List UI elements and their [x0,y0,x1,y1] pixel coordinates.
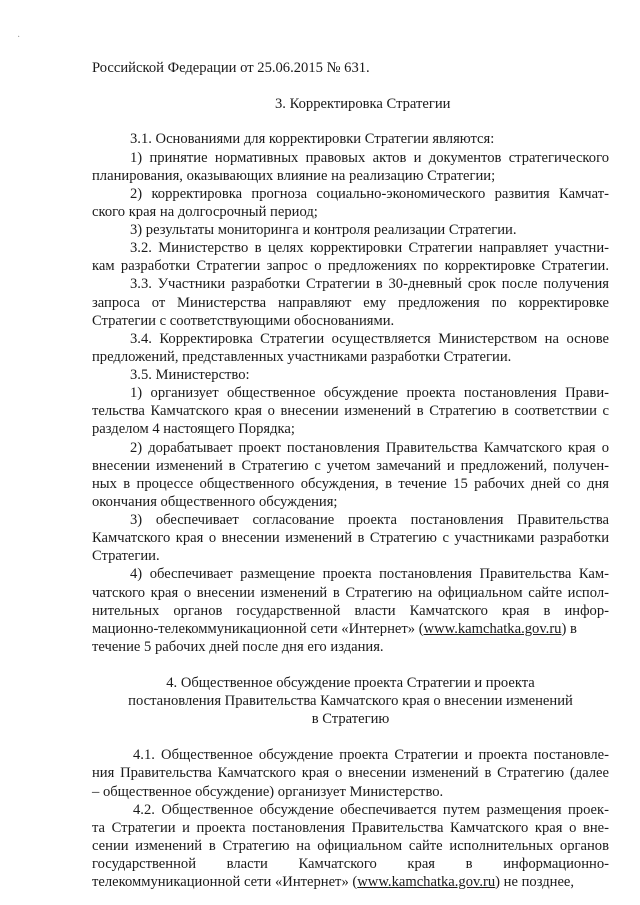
text-line: 4) обеспечивает размещение проекта постановления Правительства Кам- [130,566,609,582]
text-line: нительных органов государственной власти Камчатского края в инфор- [92,603,609,619]
text-line: 3.2. Министерство в целях корректировки Стратегии направляет участни- [130,240,609,256]
text-line: 2) дорабатывает проект постановления Правительства Камчатского края о [130,440,609,456]
text-line: Стратегии с соответствующими обоснованиями. [92,313,395,329]
section-heading: 4. Общественное обсуждение проекта Стратегии и проекта [166,675,535,691]
text-line: течение 5 рабочих дней после дня его издания. [92,639,384,655]
text-line: предложений, представленных участниками разработки Стратегии. [92,349,512,365]
text-line: 4.1. Общественное обсуждение проекта Стратегии и проекта постановле- [133,747,609,763]
text-line: Камчатского края о внесении изменений в Стратегию с участниками разработки [92,530,609,546]
text-line-with-link [92,621,609,638]
text-segment: ) в [561,621,577,637]
text-line: планирования, оказывающих влияние на реализацию Стратегии; [92,168,496,184]
text-line: 1) принятие нормативных правовых актов и документов стратегического [130,150,609,166]
website-link[interactable]: www.kamchatka.gov.ru [357,874,496,890]
text-line: окончания общественного обсуждения; [92,494,338,510]
text-line-with-link [92,874,609,891]
text-line: 3.5. Министерство: [130,367,250,383]
text-line: запроса от Министерства направляют ему предложения по корректировке [92,295,609,311]
text-segment: ) не позднее, [495,874,575,890]
text-line: ния Правительства Камчатского края о внесении изменений в Стратегию (далее [92,765,609,781]
text-line: чатского края о внесении изменений в Стратегию на официальном сайте испол- [92,585,609,601]
text-segment: телекоммуникационной сети «Интернет» ( [92,874,358,890]
text-line: 3) обеспечивает согласование проекта постановления Правительства [130,512,609,528]
text-line: 3.3. Участники разработки Стратегии в 30-дневный срок после получения [130,276,609,292]
text-line: Стратегии. [92,548,160,564]
text-line: кам разработки Стратегии запрос о предложениях по корректировке Стратегии. [92,258,609,274]
text-line: 2) корректировка прогноза социально-экономического развития Камчат- [130,186,609,202]
corner-mark: · [17,32,21,43]
text-line: тельства Камчатского края о внесении изменений в Стратегию в соответствии с [92,403,609,419]
text-line: 3.1. Основаниями для корректировки Стратегии являются: [130,131,495,147]
text-line: 1) организует общественное обсуждение проекта постановления Прави- [130,385,609,401]
text-line: сении изменений в Стратегию на официальном сайте исполнительных органов [92,838,609,854]
text-line: 3) результаты мониторинга и контроля реализации Стратегии. [130,222,517,238]
text-line: Российской Федерации от 25.06.2015 № 631. [92,60,370,76]
text-line: внесении изменений в Стратегию с учетом замечаний и предложений, получен- [92,458,609,474]
text-line: та Стратегии и проекта постановления Правительства Камчатского края о вне- [92,820,609,836]
text-line: 4.2. Общественное обсуждение обеспечивается путем размещения проек- [133,802,609,818]
text-segment: мационно-телекоммуникационной сети «Интернет» ( [92,621,424,637]
section-heading: 3. Корректировка Стратегии [275,96,451,112]
section-heading: в Стратегию [311,711,390,727]
text-line: – общественное обсуждение) организует Министерство. [92,784,444,800]
text-line: ных в процессе общественного обсуждения, в течение 15 рабочих дней со дня [92,476,609,492]
text-line: разделом 4 настоящего Порядка; [92,421,295,437]
text-line: ского края на долгосрочный период; [92,204,318,220]
website-link[interactable]: www.kamchatka.gov.ru [423,621,562,637]
section-heading: постановления Правительства Камчатского края о внесении изменений [128,693,573,709]
text-line: 3.4. Корректировка Стратегии осуществляется Министерством на основе [130,331,609,347]
text-line: государственной власти Камчатского края в информационно- [92,856,609,872]
